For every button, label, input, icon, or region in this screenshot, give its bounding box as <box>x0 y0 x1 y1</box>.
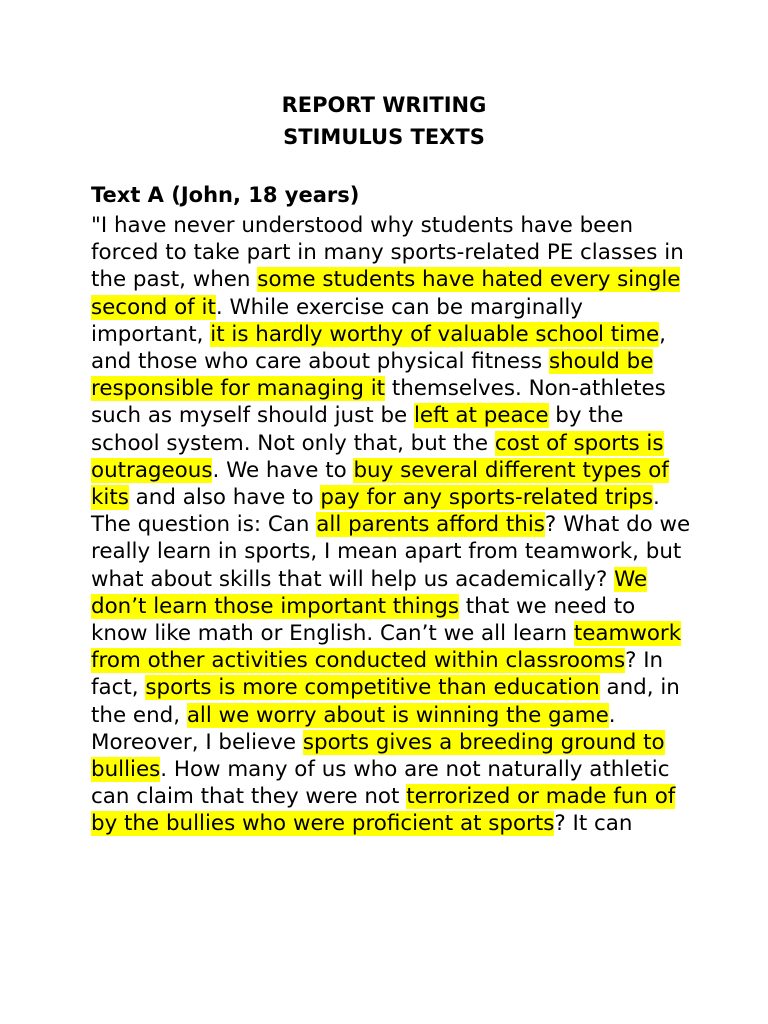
highlighted-text: should be responsible for managing it <box>91 349 654 402</box>
highlighted-text: some students have hated every single second of it <box>91 267 681 320</box>
highlighted-text: pay for any sports-related trips <box>320 485 654 511</box>
highlighted-text: left at peace <box>413 403 549 429</box>
section-heading: Text A (John, 18 years) <box>91 183 360 207</box>
highlighted-text: sports is more competitive than education <box>145 675 600 701</box>
paragraph-text: . We have to <box>212 457 354 483</box>
highlighted-text: buy several different types of kits <box>91 457 669 511</box>
highlighted-text: all parents afford this <box>316 512 545 538</box>
paragraph-text: ? What do we really learn in sports, I mean apart from teamwork, but what about skills that will help us academically? <box>91 512 691 592</box>
highlighted-text: cost of sports is outrageous <box>91 430 664 483</box>
title-line-2: STIMULUS TEXTS <box>283 125 485 149</box>
paragraph-text: ? In fact, <box>91 648 664 701</box>
paragraph-text: themselves. Non-athletes such as myself should just be <box>91 376 666 429</box>
paragraph-text: , and those who care about physical fitness <box>91 321 666 375</box>
paragraph-text: . The question is: Can <box>91 485 660 538</box>
title-line-1: REPORT WRITING <box>281 93 487 117</box>
highlighted-text: all we worry about is winning the game <box>186 702 609 728</box>
paragraph-text: "I have never understood why students have been forced to take part in many sports-related PE classes in the past, when <box>91 213 684 293</box>
paragraph-text: by the school system. Not only that, but the <box>91 403 624 456</box>
body-paragraph <box>91 212 691 838</box>
paragraph-text: . How many of us who are not naturally athletic can claim that they were not <box>91 757 670 810</box>
paragraph-text: and, in the end, <box>91 675 680 728</box>
paragraph-text: and also have to <box>128 485 321 511</box>
highlighted-text: sports gives a breeding ground to bullies <box>91 729 665 783</box>
paragraph-text: that we need to know like math or English. Can’t we all learn <box>91 593 636 647</box>
highlighted-text: terrorized or made fun of by the bullies who were proficient at sports <box>91 784 676 837</box>
highlighted-text: We don’t learn those important things <box>91 566 648 619</box>
paragraph-text: ? It can <box>554 811 633 837</box>
paragraph-text: . Moreover, I believe <box>91 702 616 755</box>
highlighted-text: teamwork from other activities conducted within classrooms <box>91 621 682 674</box>
highlighted-text: it is hardly worthy of valuable school time <box>210 321 660 347</box>
paragraph-text: . While exercise can be marginally important, <box>91 294 583 347</box>
document-title <box>0 89 768 153</box>
